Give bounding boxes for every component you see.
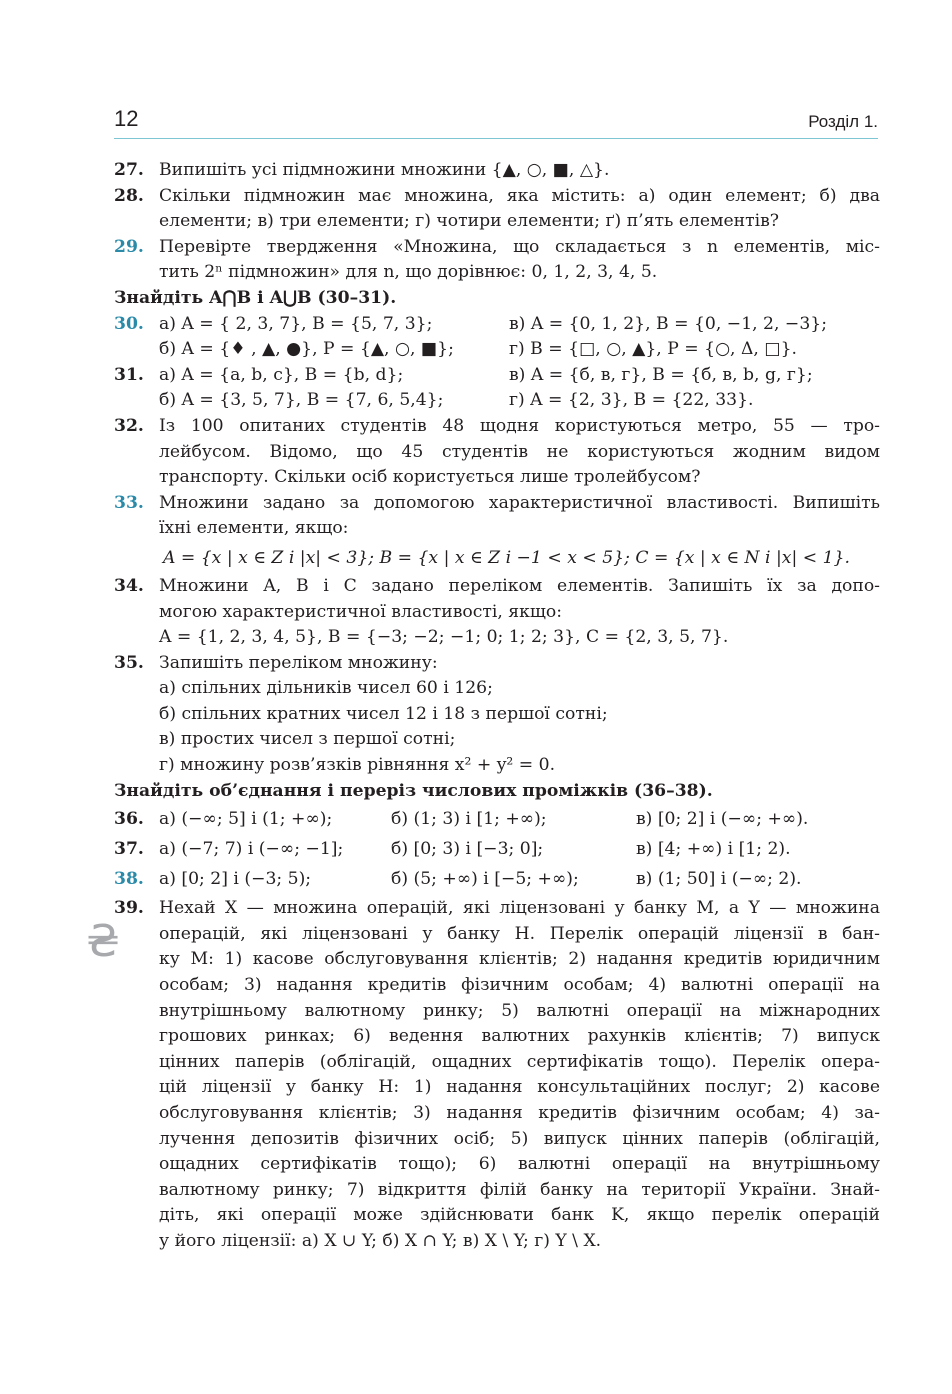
problem-27: [114, 158, 880, 184]
problem-text-line: цій ліцензії у банку H: 1) надання консультаційних послуг; 2) касове: [159, 1077, 880, 1098]
problem-text-line: тить 2ⁿ підмножин» для n, що дорівнює: 0, 1, 2, 3, 4, 5.: [159, 262, 658, 283]
problem-text: Випишіть усі підмножини множини {▲, ○, ■, △}.: [159, 160, 610, 180]
problem-30: [114, 312, 880, 363]
problem-number: 37.: [114, 839, 144, 860]
problem-text-line: обслуговування клієнтів; 3) надання кредитів фізичним особам; 4) за-: [159, 1103, 880, 1123]
problem-text-line: Запишіть переліком множину:: [159, 652, 438, 673]
problem-number: 33.: [114, 492, 144, 513]
answer-row: [159, 388, 880, 414]
problem-number: 32.: [114, 415, 144, 436]
item-b: б) A = {♦ , ▲, ●}, P = {▲, ○, ■};: [159, 339, 454, 360]
problem-text-line: лучення депозитів фізичних осіб; 5) випуск цінних паперів (облігацій,: [159, 1128, 880, 1149]
problem-37: [114, 834, 880, 864]
item-v: в) A = {0, 1, 2}, B = {0, −1, 2, −3};: [509, 313, 827, 334]
item-v: в) простих чисел з першої сотні;: [159, 729, 456, 750]
page-header: [114, 104, 878, 139]
problems-list: [114, 158, 880, 1255]
item-a: а) [0; 2] і (−3; 5);: [159, 869, 312, 890]
answer-row: [159, 834, 880, 864]
item-a: а) (−7; 7) і (−∞; −1];: [159, 839, 344, 860]
problem-number: 39.: [114, 898, 144, 919]
problem-31: [114, 363, 880, 414]
problem-text-line: особам; 3) надання кредитів фізичним особам; 4) валютні операції на: [159, 975, 880, 996]
item-v: в) (1; 50] і (−∞; 2).: [636, 869, 802, 890]
problem-text-line: грошових ринках; 6) ведення валютних рахунків клієнтів; 7) випуск: [159, 1026, 880, 1047]
problem-text-line: діть, які операції може здійснювати банк K, якщо перелік операцій: [159, 1205, 880, 1226]
page-number: 12: [114, 106, 139, 131]
problem-text-line: внутрішньому валютному ринку; 5) валютні операції на міжнародних: [159, 1000, 880, 1021]
item-g: г) B = {□, ○, ▲}, P = {○, Δ, □}.: [509, 339, 797, 360]
problem-number: 38.: [114, 869, 144, 890]
problem-29: [114, 235, 880, 286]
problem-text-line: валютному ринку; 7) відкриття філій банку на території України. Знай-: [159, 1179, 880, 1200]
problem-33: [114, 491, 880, 572]
item-b: б) (1; 3) і [1; +∞);: [391, 809, 547, 830]
section-title: Розділ 1.: [808, 112, 878, 131]
problem-number: 27.: [114, 160, 144, 180]
problem-text-line: транспорту. Скільки осіб користується лише тролейбусом?: [159, 467, 701, 488]
problem-text-line: Множини задано за допомогою характеристичної властивості. Випишіть: [159, 492, 880, 513]
problem-38: [114, 864, 880, 894]
problem-34: [114, 574, 880, 651]
section-heading: Знайдіть A⋂B і A⋃B (30–31).: [114, 287, 397, 308]
problem-text-line: лейбусом. Відомо, що 45 студентів не користуються жодним видом: [159, 441, 880, 462]
problem-text-line: їхні елементи, якщо:: [159, 518, 349, 539]
problem-number: 29.: [114, 236, 144, 257]
answer-row: [159, 804, 880, 834]
set-builder-formula: A = {x | x ∈ Z і |x| < 3}; B = {x | x ∈ Z і −1 < x < 5}; C = {x | x ∈ N і |x| < 1}.: [163, 547, 850, 568]
problem-35: [114, 651, 880, 779]
item-g: г) A = {2, 3}, B = {22, 33}.: [509, 390, 754, 411]
problem-text-line: ку M: 1) касове обслуговування клієнтів; 2) надання кредитів юридичним: [159, 949, 880, 970]
problem-text-line: Перевірте твердження «Множина, що складається з n елементів, міс-: [159, 236, 880, 257]
problem-text-line: операцій, які ліцензовані у банку H. Перелік операцій ліцензії в бан-: [159, 923, 880, 944]
problem-number: 36.: [114, 809, 144, 830]
problem-text-line: Із 100 опитаних студентів 48 щодня користуються метро, 55 — тро-: [159, 415, 880, 436]
problem-text-line: Множини A, B і C задано переліком елементів. Запишіть їх за допо-: [159, 575, 880, 596]
item-v: в) [0; 2] і (−∞; +∞).: [636, 809, 809, 830]
problem-39: [114, 896, 880, 1254]
item-b: б) спільних кратних чисел 12 і 18 з першої сотні;: [159, 703, 608, 724]
item-b: б) [0; 3) і [−3; 0];: [391, 839, 544, 860]
problem-number: 35.: [114, 652, 144, 673]
problem-28: [114, 184, 880, 235]
problem-number: 30.: [114, 313, 144, 334]
problem-text-line: елементи; в) три елементи; г) чотири елементи; ґ) п’ять елементів?: [159, 211, 779, 232]
problem-number: 28.: [114, 185, 144, 206]
item-v: в) A = {б, в, г}, В = {б, в, b, g, г};: [509, 364, 813, 385]
problem-number: 34.: [114, 575, 144, 596]
item-a: а) A = {a, b, c}, B = {b, d};: [159, 364, 404, 385]
problem-32: [114, 414, 880, 491]
item-b: б) (5; +∞) і [−5; +∞);: [391, 869, 579, 890]
problem-text-line: у його ліцензії: а) X ∪ Y; б) X ∩ Y; в) X \ Y; г) Y \ X.: [159, 1230, 602, 1251]
hryvnia-icon: ₴: [86, 916, 121, 967]
item-a: а) (−∞; 5] і (1; +∞);: [159, 809, 333, 830]
problem-text-line: ощадних сертифікатів тощо); 6) валютні операції на внутрішньому: [159, 1154, 880, 1175]
answer-row: [159, 337, 880, 363]
item-b: б) A = {3, 5, 7}, B = {7, 6, 5,4};: [159, 390, 444, 411]
problem-text-line: цінних паперів (облігацій, ощадних сертифікатів тощо). Перелік опера-: [159, 1051, 880, 1072]
answer-row: [159, 312, 880, 338]
problem-36: [114, 804, 880, 834]
answer-row: [159, 864, 880, 894]
answer-row: [159, 363, 880, 389]
problem-number: 31.: [114, 364, 144, 385]
problem-text-line: могою характеристичної властивості, якщо:: [159, 601, 562, 622]
item-v: в) [4; +∞) і [1; 2).: [636, 839, 791, 860]
item-g: г) множину розв’язків рівняння x² + y² = 0.: [159, 755, 556, 776]
item-a: а) A = { 2, 3, 7}, B = {5, 7, 3};: [159, 313, 433, 334]
problem-text-line: Скільки підмножин має множина, яка містить: а) один елемент; б) два: [159, 185, 880, 206]
item-a: а) спільних дільників чисел 60 і 126;: [159, 678, 493, 699]
problem-text-line: Нехай X — множина операцій, які ліцензовані у банку M, а Y — множина: [159, 898, 880, 919]
section-heading: Знайдіть об’єднання і переріз числових проміжків (36–38).: [114, 780, 713, 801]
problem-text-line: A = {1, 2, 3, 4, 5}, B = {−3; −2; −1; 0; 1; 2; 3}, C = {2, 3, 5, 7}.: [159, 627, 729, 648]
